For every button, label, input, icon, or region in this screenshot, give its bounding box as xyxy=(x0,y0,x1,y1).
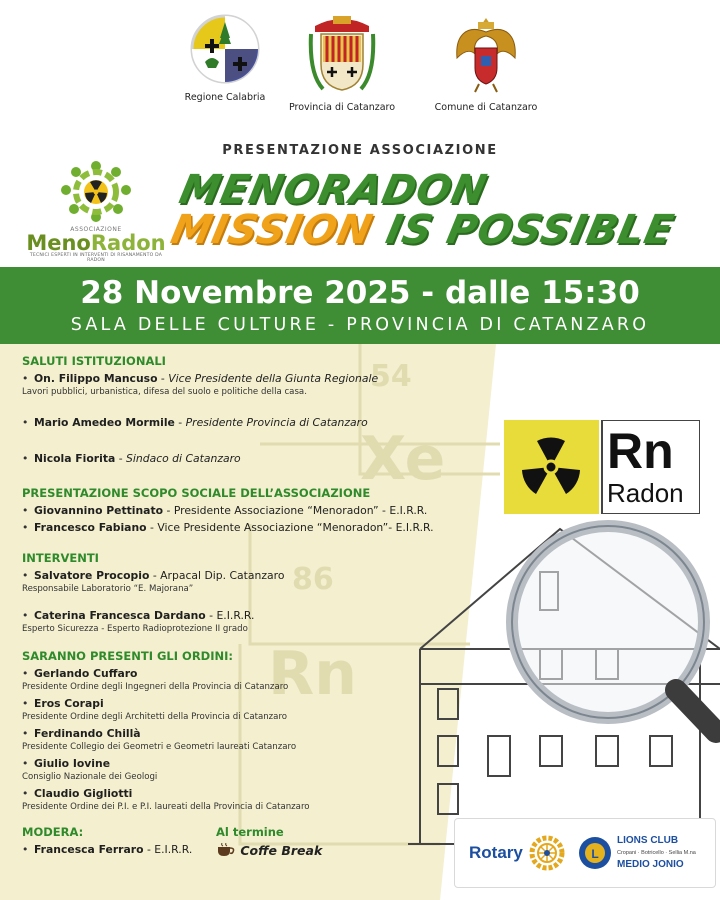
speaker-name: Nicola Fiorita xyxy=(34,452,116,465)
radon-symbol: Rn xyxy=(607,423,674,479)
institution-name: Provincia di Catanzaro xyxy=(288,102,396,113)
institution-name: Regione Calabria xyxy=(184,92,266,103)
attendee xyxy=(22,787,492,801)
speaker-role: E.I.R.R. xyxy=(216,609,255,622)
event-date: 28 Novembre 2025 - dalle 15:30 xyxy=(80,275,640,311)
attendee-name: Gerlando Cuffaro xyxy=(34,667,138,680)
attendee-name: Ferdinando Chillà xyxy=(34,727,141,740)
speaker: • Nicola Fiorita - Sindaco di Catanzaro xyxy=(22,452,492,466)
attendee-detail: Presidente Collegio dei Geometri e Geometri laureati Catanzaro xyxy=(22,742,297,752)
program-panel xyxy=(0,344,720,900)
attendee-detail: Consiglio Nazionale dei Geologi xyxy=(22,772,158,782)
institution-logos xyxy=(0,14,720,126)
program-list xyxy=(22,354,492,865)
speaker: • Salvatore Procopio - Arpacal Dip. Catanzaro xyxy=(22,569,492,583)
section-heading: SARANNO PRESENTI GLI ORDINI: xyxy=(22,649,234,663)
speaker-role: Vice Presidente Associazione “Menoradon”- E.I.R.R. xyxy=(157,521,434,534)
title-mission: MISSION xyxy=(166,207,377,253)
bg-number-54: 54 xyxy=(370,359,412,394)
speaker-name: Caterina Francesca Dardano xyxy=(34,609,206,622)
section-heading: SALUTI ISTITUZIONALI xyxy=(22,354,166,368)
svg-text:L: L xyxy=(591,847,599,861)
attendee-name: Claudio Gigliotti xyxy=(34,787,133,800)
lions-club xyxy=(617,835,696,871)
speaker-name: Mario Amedeo Mormile xyxy=(34,416,175,429)
comune-catanzaro-logo xyxy=(416,14,556,113)
radiation-people-icon xyxy=(54,160,138,224)
magnifier-icon xyxy=(512,526,716,732)
title-is-possible: IS POSSIBLE xyxy=(382,207,679,253)
section-heading: Al termine xyxy=(216,825,284,839)
speaker: • Caterina Francesca Dardano - E.I.R.R. xyxy=(22,609,492,623)
coffee-break-block xyxy=(216,825,322,858)
moderator: • Francesca Ferraro - E.I.R.R. xyxy=(22,843,192,857)
event-banner xyxy=(0,267,720,344)
speaker-name: Giovannino Pettinato xyxy=(34,504,164,517)
speaker: • On. Filippo Mancuso - Vice Presidente della Giunta Regionale xyxy=(22,372,492,386)
bg-symbol-rn: Rn xyxy=(268,639,357,709)
radon-badge xyxy=(504,420,700,514)
regione-calabria-emblem-icon xyxy=(190,14,260,84)
attendee-name: Eros Corapi xyxy=(34,697,104,710)
attendee xyxy=(22,667,492,681)
lions-club-name: LIONS CLUB xyxy=(617,835,679,846)
attendee-detail: Presidente Ordine dei P.I. e P.I. laureati della Provincia di Catanzaro xyxy=(22,802,310,812)
attendee-detail: Presidente Ordine degli Architetti della Provincia di Catanzaro xyxy=(22,712,288,722)
section-heading: INTERVENTI xyxy=(22,551,99,565)
speaker-name: On. Filippo Mancuso xyxy=(34,372,158,385)
attendee-name: Giulio Iovine xyxy=(34,757,111,770)
moderator-role: E.I.R.R. xyxy=(154,843,193,856)
attendee xyxy=(22,697,492,711)
association-name-part1: Meno xyxy=(26,231,91,255)
association-name-part2: Radon xyxy=(90,231,166,255)
moderator-block xyxy=(22,825,192,857)
association-name xyxy=(26,233,166,253)
lions-club-district: MEDIO JONIO xyxy=(617,859,684,870)
attendee-detail: Presidente Ordine degli Ingegneri della Provincia di Catanzaro xyxy=(22,682,289,692)
event-title xyxy=(166,167,686,253)
speaker-role: Presidente Associazione “Menoradon” - E.I.R.R. xyxy=(173,504,428,517)
speaker: • Francesco Fabiano - Vice Presidente Associazione “Menoradon”- E.I.R.R. xyxy=(22,521,492,535)
coffee-break-label: Coffe Break xyxy=(240,843,323,858)
rotary-label: Rotary xyxy=(469,843,523,862)
speaker-name: Salvatore Procopio xyxy=(34,569,150,582)
coffee-cup-icon xyxy=(216,843,236,857)
provincia-crest-icon xyxy=(307,14,377,94)
event-venue: SALA DELLE CULTURE - PROVINCIA DI CATANZARO xyxy=(70,315,650,335)
attendee xyxy=(22,757,492,771)
association-tagline: TECNICI ESPERTI IN INTERVENTI DI RISANAMENTO DA RADON xyxy=(29,253,163,263)
radon-label: Radon xyxy=(607,478,684,508)
speaker: • Giovannino Pettinato - Presidente Associazione “Menoradon” - E.I.R.R. xyxy=(22,504,492,518)
bg-number-86: 86 xyxy=(292,562,334,597)
association-small-label: ASSOCIAZIONE xyxy=(70,226,122,233)
section-heading: PRESENTAZIONE SCOPO SOCIALE DELL’ASSOCIAZIONE xyxy=(22,486,371,500)
rotary-wheel-icon xyxy=(529,835,565,871)
institution-name: Comune di Catanzaro xyxy=(434,102,538,113)
speaker-role: Sindaco di Catanzaro xyxy=(126,452,241,465)
coffee-break xyxy=(216,843,322,858)
lions-club-locations: Cropani · Botricello · Sellia M.na xyxy=(617,850,696,856)
menoradon-logo xyxy=(26,160,166,263)
presentation-heading: PRESENTAZIONE ASSOCIAZIONE xyxy=(222,143,498,158)
section-heading: MODERA: xyxy=(22,825,84,839)
speaker: • Mario Amedeo Mormile - Presidente Provincia di Catanzaro xyxy=(22,416,492,430)
speaker-role: Vice Presidente della Giunta Regionale xyxy=(168,372,379,385)
footer-row xyxy=(22,825,492,865)
speaker-detail: Esperto Sicurezza - Esperto Radioprotezione II grado xyxy=(22,624,248,634)
speaker-role: Presidente Provincia di Catanzaro xyxy=(185,416,368,429)
provincia-catanzaro-logo xyxy=(272,14,412,113)
speaker-detail: Responsabile Laboratorio “E. Majorana” xyxy=(22,584,194,594)
speaker-role: Arpacal Dip. Catanzaro xyxy=(160,569,285,582)
title-line2 xyxy=(166,207,679,253)
moderator-name: Francesca Ferraro xyxy=(34,843,144,856)
speaker-name: Francesco Fabiano xyxy=(34,521,147,534)
eagle-crest-icon xyxy=(451,14,521,94)
speaker-detail: Lavori pubblici, urbanistica, difesa del suolo e politiche della casa. xyxy=(22,387,307,397)
attendee xyxy=(22,727,492,741)
lions-club-icon xyxy=(577,835,613,871)
title-line1: MENORADON xyxy=(175,167,492,213)
sponsor-logos xyxy=(454,818,716,888)
bg-symbol-xe: Xe xyxy=(360,424,446,494)
